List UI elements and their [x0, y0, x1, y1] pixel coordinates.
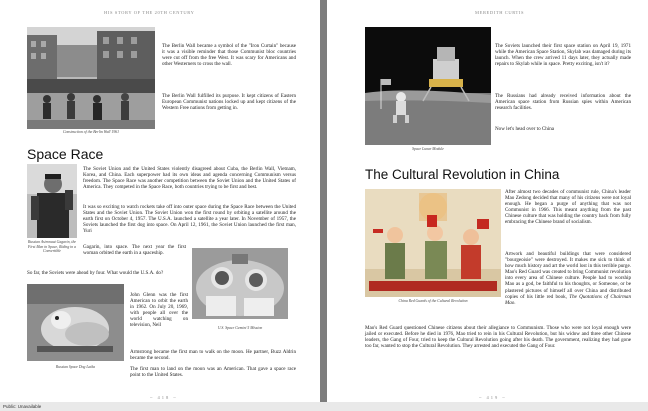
gemini-caption: U.S. Space Gemini 5 Mission: [217, 326, 263, 330]
status-bar: Public: Unavailable: [0, 402, 648, 411]
berlin-paragraph-2: The Berlin Wall fulfilled its purpose. It kept citizens of Eastern European Communist nations locked up and kept citizens of the Western Free nations from getting in.: [162, 93, 296, 112]
running-header: HIS STORY OF THE 20TH CENTURY: [104, 10, 195, 15]
space-race-paragraph-2-continued: Gagarin, into space. The next year the first woman orbited the earth in a spaceship.: [83, 244, 186, 257]
space-race-paragraph-1: The Soviet Union and the United States violently disagreed about Cuba, the Berlin Wall, Vietnam, Korea, and China. Each superpower had its own ideas and agenda concerning Communism versus freedom. The Space Race was another competition between the Soviet Union and the United States of America. They competed in the Space Race, both countries trying to be first and best.: [83, 166, 296, 191]
lunar-paragraph-2: The Russians had already received information about the American space station from Russian spies within American research facilities.: [495, 93, 631, 112]
red-guard-caption: China Red Guards of the Cultural Revolution: [398, 299, 468, 303]
right-page: [327, 0, 648, 402]
cultural-paragraph-2: [505, 251, 631, 306]
cultural-revolution-heading: The Cultural Revolution in China: [365, 167, 560, 182]
space-race-paragraph-5: The first man to land on the moon was an American. That gave a space race point to the United States.: [130, 366, 296, 379]
space-race-paragraph-3: So far, the Soviets were ahead by four. What would the U.S.A. do?: [27, 270, 164, 276]
page-gutter: [320, 0, 327, 402]
lunar-module-photo: [365, 27, 491, 145]
quotations-title: The Quotations of Chairman Mao.: [505, 293, 631, 306]
left-page: [0, 0, 320, 402]
lunar-caption: Space Lunar Module: [412, 147, 444, 151]
red-guard-poster: [365, 189, 501, 297]
space-race-paragraph-4-continued: Armstrong became the first man to walk on the moon. He partner, Buzz Aldrin became the second.: [130, 349, 296, 362]
cultural-paragraph-3: Mao's Red Guard questioned Chinese citizens about their allegiance to Communism. Those who were not loyal enough were jailed or executed. Before he died in 1976, Mao tried to rein in his Cultural Revolution, but his widow and three other Chinese leaders, the Gang of Four, tried to keep the Cultural Revolution going after his death. The government, realizing they had gone too far, wanted to stop the Cultural Revolution. They arrested and executed the Gang of Four.: [365, 325, 631, 350]
cultural-paragraph-1: After almost two decades of communist rule, China's leader Mao Zedong decided that many of his citizens were not loyal enough. He began a purge of anything that was not Communist in 1966. This meant anything from the past Chinese culture that was holding the country back from fully embracing the Chinese brand of socialism.: [505, 189, 631, 226]
page-number: ~ 419 ~: [479, 395, 507, 400]
berlin-wall-caption: Construction of the Berlin Wall 1961: [62, 130, 120, 134]
gagarin-photo: [27, 164, 77, 238]
laika-photo: [27, 284, 124, 361]
gagarin-caption: Russian Astronaut Gagarin, the First Man in Space, Riding in a Convertible: [27, 240, 77, 254]
laika-caption: Russian Space Dog Laika: [55, 365, 96, 369]
berlin-wall-photo: [27, 27, 155, 129]
space-race-heading: Space Race: [27, 146, 104, 162]
running-header: MEREDITH CURTIS: [475, 10, 525, 15]
lunar-paragraph-1: The Soviets launched their first space station on April 19, 1971 while the American Space Station, Skylab was damaged during its launch. When the crew arrived 11 days later, they actually made repairs to Skylab while in space. Pretty exciting, isn't it?: [495, 43, 631, 68]
space-race-paragraph-4: John Glenn was the first American to orbit the earth in 1962. On July 20, 1969, with people all over the world watching on television, Neil: [130, 292, 188, 329]
cultural-paragraph-2-text: Artwork and beautiful buildings that were considered "bourgeoisie" were destroyed. It makes me sick to think of how much history and art the world lost in this terrible purge. Mao's Red Guard was created to bring Communist revolution into every area of Chinese culture. People had to worship Mao as a god, be faithful to his thoughts, or Someone, or be plastered pictures of himself all over China and distributed copies of his little red book,: [505, 251, 631, 300]
lunar-paragraph-3: Now let's head over to China: [495, 126, 555, 132]
page-number: ~ 418 ~: [150, 395, 178, 400]
berlin-paragraph-1: The Berlin Wall became a symbol of the "Iron Curtain" because it was a visible reminder that those Communist bloc countries were cut off from the free West. It was scary for Americans and other Westerners to cross the wall.: [162, 43, 296, 68]
gemini-photo: [192, 248, 288, 319]
space-race-paragraph-2: It was so exciting to watch rockets take off into outer space during the Space Race between the United States and the Soviet Union. The Soviet Union won the first round by orbiting a satellite around the earth first on October 4, 1957. The U.S.A. launched a satellite a year later. In November of 1957, the Soviets launched the first dog into space. On April 12, 1961, the Soviet Union launched the first man, Yuri: [83, 204, 296, 235]
